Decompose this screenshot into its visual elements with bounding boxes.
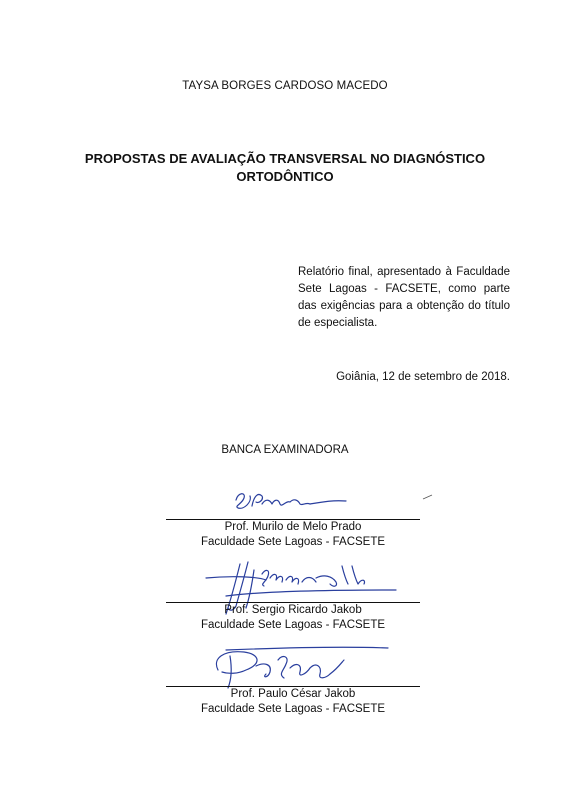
title-line-2: ORTODÔNTICO xyxy=(236,169,334,184)
examiner-name-2: Prof. Sergio Ricardo Jakob xyxy=(224,604,362,616)
signature-block-1 xyxy=(166,486,420,548)
examiner-affiliation-1: Faculdade Sete Lagoas - FACSETE xyxy=(200,536,386,548)
title-line-1: PROPOSTAS DE AVALIAÇÃO TRANSVERSAL NO DIAGNÓSTICO xyxy=(84,151,486,166)
stray-pen-mark xyxy=(422,494,434,500)
report-description: Relatório final, apresentado à Faculdade Sete Lagoas - FACSETE, como parte das exigências para a obtenção do título de especialista. xyxy=(298,266,510,329)
signature-line-3 xyxy=(166,686,420,687)
examiner-affiliation-3: Faculdade Sete Lagoas - FACSETE xyxy=(200,703,386,715)
signature-line-2 xyxy=(166,602,420,603)
signature-line-1 xyxy=(166,519,420,520)
handwritten-signature-1 xyxy=(166,486,420,520)
examiner-name-1: Prof. Murilo de Melo Prado xyxy=(224,521,362,533)
committee-heading: BANCA EXAMINADORA xyxy=(221,444,349,456)
examiner-name-3: Prof. Paulo César Jakob xyxy=(230,688,356,700)
place-and-date: Goiânia, 12 de setembro de 2018. xyxy=(336,371,510,383)
author-name: TAYSA BORGES CARDOSO MACEDO xyxy=(182,80,388,92)
examiner-affiliation-2: Faculdade Sete Lagoas - FACSETE xyxy=(200,619,386,631)
document-title xyxy=(60,150,510,186)
signature-block-3 xyxy=(166,644,420,720)
signature-block-2 xyxy=(166,556,420,636)
